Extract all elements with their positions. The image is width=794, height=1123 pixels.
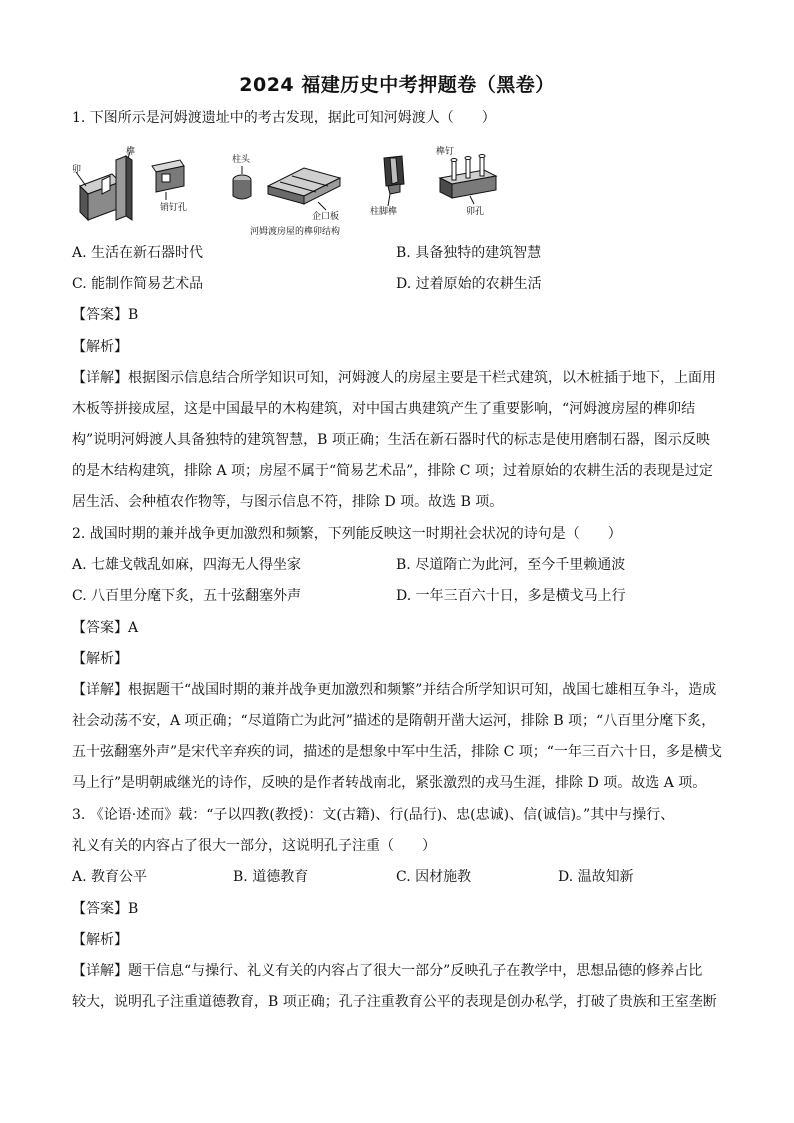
- figure-label-pin-hole: 销钉孔: [160, 203, 188, 213]
- q1-detail-line: 木板等拼接成屋，这是中国最早的木构建筑，对中国古典建筑产生了重要影响，“河姆渡房屋的榫卯结: [72, 401, 696, 417]
- column-foot-drawing: [384, 156, 404, 206]
- question-3-stem: 礼义有关的内容占了很大一部分，这说明孔子注重（ ）: [72, 838, 436, 854]
- figure-label-mao: 卯: [72, 165, 82, 175]
- q1-answer: 【答案】B: [72, 307, 139, 323]
- figure-label-mortise-hole: 卯孔: [466, 207, 485, 217]
- mortise-tenon-illustration: [72, 146, 502, 236]
- q3-option-d: D. 温故知新: [558, 869, 634, 885]
- figure-label-groove-board: 企口板: [312, 212, 340, 222]
- q1-detail-line: 【详解】根据图示信息结合所学知识可知，河姆渡人的房屋主要是干栏式建筑，以木桩插于地下，上面用: [72, 370, 716, 386]
- question-1-stem: 1. 下图所示是河姆渡遗址中的考古发现，据此可知河姆渡人（ ）: [72, 110, 496, 126]
- q3-answer: 【答案】B: [72, 901, 139, 917]
- q1-option-b: B. 具备独特的建筑智慧: [396, 245, 542, 261]
- q1-analysis-heading: 【解析】: [72, 339, 128, 355]
- q2-detail-line: 马上行”是明朝戚继光的诗作，反映的是作者转战南北，紧张激烈的戎马生涯，排除 D 项。故选 A 项。: [72, 775, 707, 791]
- q2-option-d: D. 一年三百六十日，多是横戈马上行: [396, 588, 626, 604]
- q3-option-a: A. 教育公平: [72, 869, 148, 885]
- figure-caption: 河姆渡房屋的榫卯结构: [250, 227, 341, 236]
- q2-option-b: B. 尽道隋亡为此河，至今千里赖通波: [396, 557, 626, 573]
- q1-option-a: A. 生活在新石器时代: [72, 245, 204, 261]
- q2-detail-line: 【详解】根据题干“战国时期的兼并战争更加激烈和频繁”并结合所学知识可知，战国七雄相互争斗，造成: [72, 682, 717, 698]
- q1-option-d: D. 过着原始的农耕生活: [396, 276, 542, 292]
- figure-label-column-head: 柱头: [232, 155, 251, 165]
- q2-analysis-heading: 【解析】: [72, 651, 128, 667]
- question-3-stem: 3. 《论语·述而》载：“子以四教(教授)：文(古籍)、行(品行)、忠(忠诚)、信(诚信)。”其中与操行、: [72, 807, 675, 823]
- q1-option-c: C. 能制作简易艺术品: [72, 276, 204, 292]
- q3-option-b: B. 道德教育: [233, 869, 309, 885]
- q3-analysis-heading: 【解析】: [72, 932, 128, 948]
- q1-detail-line: 的是木结构建筑，排除 A 项；房屋不属于“简易艺术品”，排除 C 项；过着原始的农耕生活的表现是过定: [72, 463, 713, 479]
- question-1-figure: [72, 146, 502, 236]
- q2-detail-line: 社会动荡不安，A 项正确；“尽道隋亡为此河”描述的是隋朝开凿大运河，排除 B 项；“八百里分麾下炙，: [72, 713, 716, 729]
- q2-option-a: A. 七雄戈戟乱如麻，四海无人得坐家: [72, 557, 302, 573]
- q3-option-c: C. 因材施教: [396, 869, 472, 885]
- q2-detail-line: 五十弦翻塞外声”是宋代辛弃疾的词，描述的是想象中军中生活，排除 C 项；“一年三百六十日，多是横戈: [72, 744, 722, 760]
- question-2-stem: 2. 战国时期的兼并战争更加激烈和频繁，下列能反映这一时期社会状况的诗句是（ ）: [72, 526, 622, 542]
- q1-detail-line: 构”说明河姆渡人具备独特的建筑智慧，B 项正确；生活在新石器时代的标志是使用磨制石器，图示反映: [72, 432, 710, 448]
- figure-label-sun: 榫: [126, 147, 136, 157]
- column-board-drawing: [233, 166, 340, 210]
- q2-option-c: C. 八百里分麾下炙，五十弦翻塞外声: [72, 588, 302, 604]
- figure-label-tenon-pin: 榫钉: [436, 147, 455, 157]
- q3-detail-line: 【详解】题干信息“与操行、礼义有关的内容占了很大一部分”反映孔子在教学中，思想品德的修养占比: [72, 963, 703, 979]
- figure-label-column-foot: 柱脚榫: [370, 207, 398, 217]
- q3-detail-line: 较大，说明孔子注重道德教育，B 项正确；孔子注重教育公平的表现是创办私学，打破了贵族和王室垄断: [72, 994, 717, 1010]
- q1-detail-line: 居生活、会种植农作物等，与图示信息不符，排除 D 项。故选 B 项。: [72, 494, 504, 510]
- q2-answer: 【答案】A: [72, 620, 139, 636]
- tenon-pin-drawing: [440, 155, 496, 205]
- page-title: 2024 福建历史中考押题卷（黑卷）: [239, 74, 555, 96]
